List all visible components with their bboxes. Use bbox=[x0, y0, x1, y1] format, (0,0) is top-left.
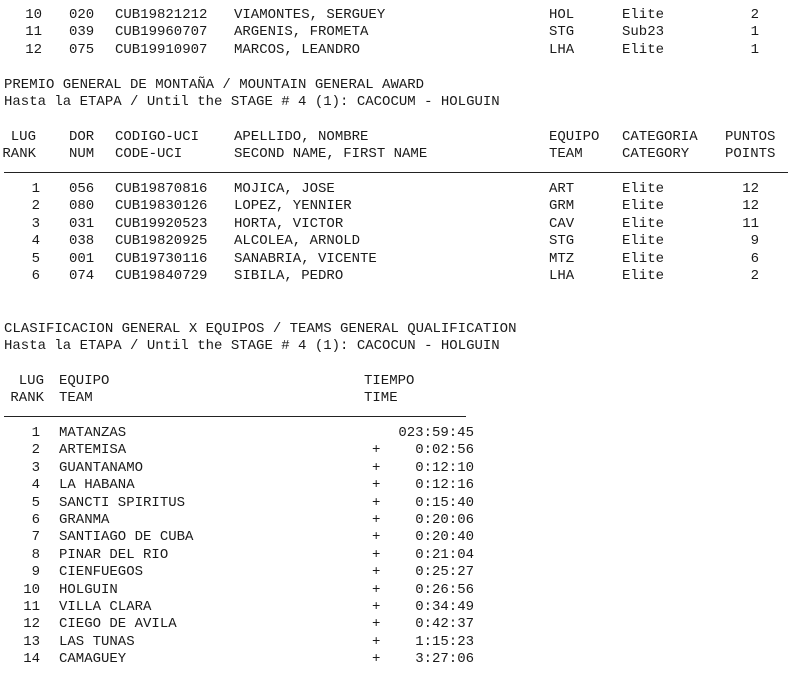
rank-cell: 6 bbox=[31, 268, 40, 284]
time-cell: 0:26:56 bbox=[415, 581, 474, 598]
gap-sign-cell: + bbox=[372, 564, 381, 581]
mountain-divider bbox=[4, 172, 788, 173]
team-cell: HOL bbox=[549, 7, 575, 23]
uci-code-cell: CUB19910907 bbox=[115, 41, 208, 58]
header-uci-en: CODE-UCI bbox=[115, 146, 183, 162]
uci-code-cell: CUB19730116 bbox=[115, 250, 208, 267]
team-name-cell: LA HABANA bbox=[59, 477, 135, 494]
teams-header-rank: LUG bbox=[18, 373, 44, 389]
header-rank: LUG bbox=[10, 129, 36, 145]
teams-title: CLASIFICACION GENERAL X EQUIPOS / TEAMS GENERAL QUALIFICATION bbox=[4, 321, 517, 337]
uci-code-cell: CUB19820925 bbox=[115, 233, 208, 250]
rank-cell: 5 bbox=[31, 494, 40, 511]
time-cell: 0:12:16 bbox=[415, 477, 474, 494]
teams-header-time-en: TIME bbox=[364, 390, 398, 406]
team-name-cell: CIENFUEGOS bbox=[59, 564, 144, 581]
header-points-en: POINTS bbox=[725, 146, 776, 162]
mountain-title: PREMIO GENERAL DE MONTAÑA / MOUNTAIN GENERAL AWARD bbox=[4, 77, 425, 93]
uci-code-cell: CUB19830126 bbox=[115, 198, 208, 215]
teams-header-time: TIEMPO bbox=[364, 373, 415, 389]
rider-name-cell: ARGENIS, FROMETA bbox=[234, 24, 369, 41]
points-cell: 12 bbox=[742, 181, 759, 197]
uci-code-cell: CUB19821212 bbox=[115, 7, 208, 23]
gap-sign-cell: + bbox=[372, 546, 381, 563]
team-cell: GRM bbox=[549, 198, 575, 215]
points-cell: 2 bbox=[750, 268, 759, 284]
points-cell: 1 bbox=[750, 24, 759, 41]
uci-code-cell: CUB19960707 bbox=[115, 24, 208, 41]
gap-sign-cell: + bbox=[372, 529, 381, 546]
category-cell: Elite bbox=[622, 233, 665, 250]
time-cell: 0:12:10 bbox=[415, 459, 474, 476]
header-dor-en: NUM bbox=[69, 146, 95, 162]
time-cell: 3:27:06 bbox=[415, 651, 474, 668]
points-cell: 1 bbox=[750, 41, 759, 58]
category-cell: Elite bbox=[622, 268, 665, 284]
gap-sign-cell: + bbox=[372, 581, 381, 598]
gap-sign-cell: + bbox=[372, 599, 381, 615]
header-team-en: TEAM bbox=[549, 146, 583, 162]
dorsal-cell: 020 bbox=[69, 7, 95, 23]
team-cell: STG bbox=[549, 24, 575, 41]
rank-cell: 9 bbox=[31, 564, 40, 581]
uci-code-cell: CUB19870816 bbox=[115, 181, 208, 197]
rank-cell: 13 bbox=[23, 633, 40, 650]
team-name-cell: GUANTANAMO bbox=[59, 459, 144, 476]
dorsal-cell: 056 bbox=[69, 181, 95, 197]
team-cell: MTZ bbox=[549, 250, 575, 267]
points-cell: 11 bbox=[742, 215, 759, 232]
rank-cell: 10 bbox=[23, 581, 40, 598]
points-cell: 2 bbox=[750, 7, 759, 23]
rider-name-cell: ALCOLEA, ARNOLD bbox=[234, 233, 361, 250]
rank-cell: 1 bbox=[31, 425, 40, 441]
time-cell: 0:42:37 bbox=[415, 616, 474, 633]
team-cell: STG bbox=[549, 233, 575, 250]
teams-header-rank-en: RANK bbox=[10, 390, 44, 406]
team-name-cell: GRANMA bbox=[59, 512, 110, 528]
rank-cell: 11 bbox=[25, 24, 42, 41]
time-cell: 0:02:56 bbox=[415, 442, 474, 459]
time-cell: 0:25:27 bbox=[415, 564, 474, 581]
rank-cell: 10 bbox=[25, 7, 42, 23]
time-cell: 0:20:06 bbox=[415, 512, 474, 528]
points-cell: 6 bbox=[750, 250, 759, 267]
rank-cell: 12 bbox=[25, 41, 42, 58]
rank-cell: 3 bbox=[31, 215, 40, 232]
team-name-cell: SANCTI SPIRITUS bbox=[59, 494, 186, 511]
dorsal-cell: 075 bbox=[69, 41, 95, 58]
rider-name-cell: MARCOS, LEANDRO bbox=[234, 41, 361, 58]
header-dor: DOR bbox=[69, 129, 95, 145]
team-name-cell: LAS TUNAS bbox=[59, 633, 135, 650]
gap-sign-cell: + bbox=[372, 459, 381, 476]
team-name-cell: MATANZAS bbox=[59, 425, 127, 441]
rider-name-cell: SANABRIA, VICENTE bbox=[234, 250, 377, 267]
header-team: EQUIPO bbox=[549, 129, 600, 145]
team-name-cell: CIEGO DE AVILA bbox=[59, 616, 177, 633]
dorsal-cell: 001 bbox=[69, 250, 95, 267]
teams-divider bbox=[4, 416, 466, 417]
rank-cell: 12 bbox=[23, 616, 40, 633]
rank-cell: 11 bbox=[23, 599, 40, 615]
rank-cell: 2 bbox=[31, 198, 40, 215]
header-category-en: CATEGORY bbox=[622, 146, 690, 162]
team-name-cell: PINAR DEL RIO bbox=[59, 546, 169, 563]
dorsal-cell: 039 bbox=[69, 24, 95, 41]
rank-cell: 14 bbox=[23, 651, 40, 668]
teams-header-team-en: TEAM bbox=[59, 390, 93, 406]
rank-cell: 4 bbox=[31, 477, 40, 494]
category-cell: Elite bbox=[622, 7, 665, 23]
header-category: CATEGORIA bbox=[622, 129, 698, 145]
team-name-cell: SANTIAGO DE CUBA bbox=[59, 529, 194, 546]
team-name-cell: ARTEMISA bbox=[59, 442, 127, 459]
rank-cell: 1 bbox=[31, 181, 40, 197]
uci-code-cell: CUB19840729 bbox=[115, 268, 208, 284]
dorsal-cell: 074 bbox=[69, 268, 95, 284]
team-cell: LHA bbox=[549, 268, 575, 284]
time-cell: 1:15:23 bbox=[415, 633, 474, 650]
team-name-cell: CAMAGUEY bbox=[59, 651, 127, 668]
time-cell: 0:20:40 bbox=[415, 529, 474, 546]
uci-code-cell: CUB19920523 bbox=[115, 215, 208, 232]
team-cell: CAV bbox=[549, 215, 575, 232]
header-name-en: SECOND NAME, FIRST NAME bbox=[234, 146, 428, 162]
rank-cell: 8 bbox=[31, 546, 40, 563]
gap-sign-cell: + bbox=[372, 477, 381, 494]
category-cell: Elite bbox=[622, 215, 665, 232]
gap-sign-cell: + bbox=[372, 651, 381, 668]
teams-header-team: EQUIPO bbox=[59, 373, 110, 389]
rider-name-cell: LOPEZ, YENNIER bbox=[234, 198, 352, 215]
header-uci: CODIGO-UCI bbox=[115, 129, 200, 145]
rider-name-cell: HORTA, VICTOR bbox=[234, 215, 344, 232]
points-cell: 9 bbox=[750, 233, 759, 250]
header-name: APELLIDO, NOMBRE bbox=[234, 129, 369, 145]
header-rank-en: RANK bbox=[2, 146, 36, 162]
rider-name-cell: MOJICA, JOSE bbox=[234, 181, 335, 197]
rank-cell: 6 bbox=[31, 512, 40, 528]
dorsal-cell: 038 bbox=[69, 233, 95, 250]
category-cell: Elite bbox=[622, 181, 665, 197]
dorsal-cell: 080 bbox=[69, 198, 95, 215]
time-cell: 0:34:49 bbox=[415, 599, 474, 615]
mountain-subtitle: Hasta la ETAPA / Until the STAGE # 4 (1): CACOCUM - HOLGUIN bbox=[4, 94, 500, 110]
rank-cell: 4 bbox=[31, 233, 40, 250]
gap-sign-cell: + bbox=[372, 616, 381, 633]
teams-subtitle: Hasta la ETAPA / Until the STAGE # 4 (1): CACOCUN - HOLGUIN bbox=[4, 338, 500, 354]
team-cell: ART bbox=[549, 181, 575, 197]
rank-cell: 2 bbox=[31, 442, 40, 459]
team-name-cell: HOLGUIN bbox=[59, 581, 118, 598]
rank-cell: 7 bbox=[31, 529, 40, 546]
category-cell: Sub23 bbox=[622, 24, 665, 41]
category-cell: Elite bbox=[622, 198, 665, 215]
team-cell: LHA bbox=[549, 41, 575, 58]
points-cell: 12 bbox=[742, 198, 759, 215]
gap-sign-cell: + bbox=[372, 494, 381, 511]
time-cell: 023:59:45 bbox=[398, 425, 474, 441]
rider-name-cell: VIAMONTES, SERGUEY bbox=[234, 7, 386, 23]
rank-cell: 3 bbox=[31, 459, 40, 476]
time-cell: 0:15:40 bbox=[415, 494, 474, 511]
rider-name-cell: SIBILA, PEDRO bbox=[234, 268, 344, 284]
dorsal-cell: 031 bbox=[69, 215, 95, 232]
category-cell: Elite bbox=[622, 41, 665, 58]
team-name-cell: VILLA CLARA bbox=[59, 599, 152, 615]
rank-cell: 5 bbox=[31, 250, 40, 267]
category-cell: Elite bbox=[622, 250, 665, 267]
time-cell: 0:21:04 bbox=[415, 546, 474, 563]
gap-sign-cell: + bbox=[372, 633, 381, 650]
header-points: PUNTOS bbox=[725, 129, 776, 145]
gap-sign-cell: + bbox=[372, 512, 381, 528]
gap-sign-cell: + bbox=[372, 442, 381, 459]
